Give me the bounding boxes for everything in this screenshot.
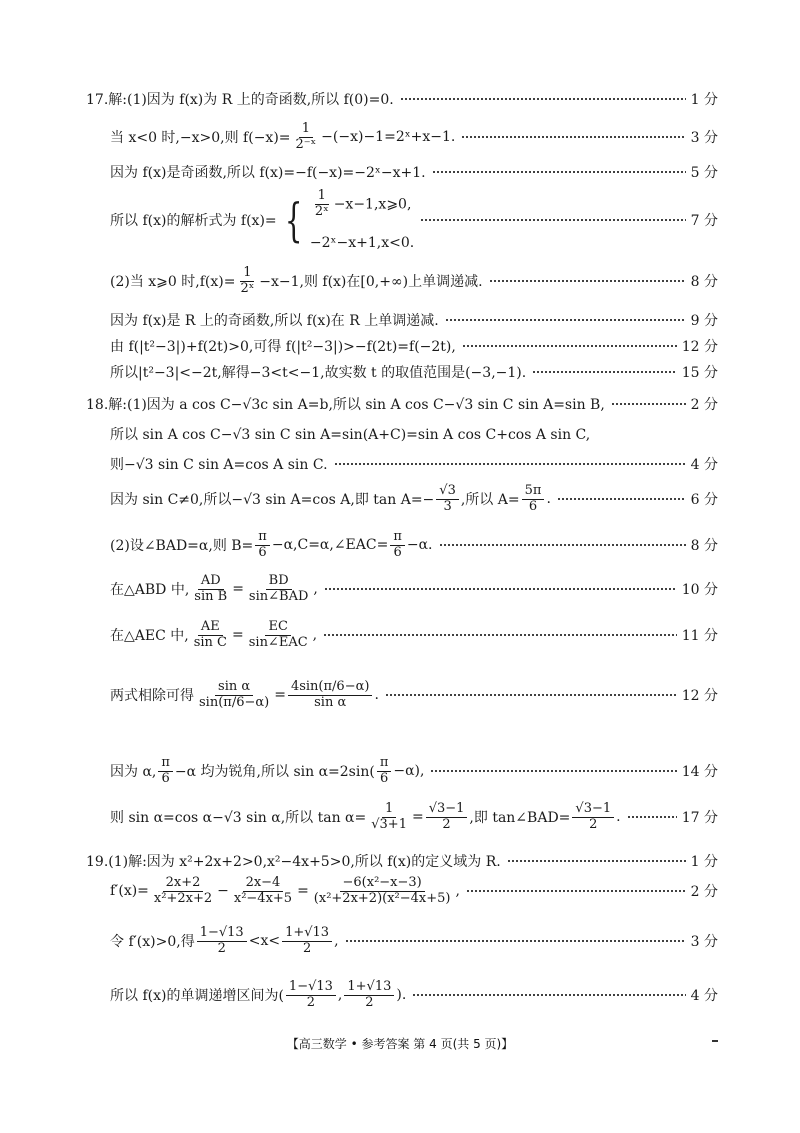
leader-dots (462, 345, 677, 347)
score-label: 12 分 (681, 688, 718, 705)
leader-dots (507, 860, 686, 862)
leader-dots (466, 890, 686, 892)
score-label: 9 分 (690, 313, 718, 329)
fraction: $\frac{BD}{\text{sin∠BAD}}$ (248, 573, 309, 604)
fraction: $\frac{\pi}{6}$ (158, 756, 173, 787)
leader-dots (412, 994, 685, 996)
fraction: $\frac{1}{\text{2⁻ˣ}}$ (295, 121, 317, 152)
leader-dots (385, 694, 677, 696)
answer-line-19-3 (110, 926, 718, 957)
leader-dots (334, 463, 686, 465)
answer-line-17-7 (110, 336, 718, 356)
fraction: $\frac{\pi}{6}$ (390, 530, 405, 561)
leader-dots (345, 940, 686, 942)
answer-line-19-2 (110, 876, 718, 907)
answer-line-17-5 (110, 266, 718, 297)
score-label: 7 分 (690, 213, 718, 229)
answer-line-17-6 (110, 310, 718, 330)
leader-dots (445, 319, 686, 321)
score-label: 3 分 (690, 934, 718, 951)
left-brace: { (284, 193, 303, 247)
answer-line-18-5 (110, 530, 718, 561)
answer-line-18-10 (110, 802, 718, 833)
answer-line-18-3 (110, 454, 718, 474)
score-label: 10 分 (681, 582, 718, 599)
line-text: 因为 α, $\frac{\pi}{6}$ −α 均为锐角,所以 sin α=2sin( $\frac{\pi}{6}$ −α), (110, 755, 425, 786)
fraction: $\frac{1-√13}{2}$ (286, 980, 336, 1011)
fraction: $\frac{\pi}{6}$ (255, 530, 270, 561)
fraction: $\frac{1+√13}{2}$ (344, 980, 394, 1011)
line-text: 则 sin α=cos α−√3 sin α,所以 tan α= $\frac{1}{√3+1}$ = $\frac{√3-1}{2}$ ,即 tan∠BAD= $\frac{√3-1}{2}$ . (110, 801, 621, 832)
line-text: 令 f′(x)>0,得 $\frac{1-√13}{2}$ <x< $\frac{1+√13}{2}$ , (110, 925, 339, 956)
line-text: 所以 f(x)的单调递增区间为( $\frac{1-√13}{2}$ , $\frac{1+√13}{2}$ ). (110, 979, 407, 1010)
answer-line-17-1 (86, 89, 718, 109)
line-text: 由 f(|t²−3|)+f(2t)>0,可得 f(|t²−3|)>−f(2t)=f(−2t), (110, 339, 456, 355)
leader-dots (420, 219, 685, 221)
score-label: 4 分 (690, 988, 718, 1005)
fraction: $\frac{EC}{\text{sin∠EAC}}$ (248, 619, 308, 650)
answer-line-17-3 (110, 162, 718, 182)
fraction: $\frac{\text{sin α}}{\sin(\pi/6-\alpha)}$ (199, 679, 270, 710)
answer-line-19-4 (110, 980, 718, 1011)
score-label: 17 分 (681, 810, 718, 827)
score-label: 6 分 (690, 492, 718, 509)
page-footer: 【高三数学 • 参考答案 第 4 页(共 5 页)】 (286, 1037, 514, 1051)
score-label: 15 分 (681, 365, 718, 381)
fraction: $\frac{√3-1}{2}$ (572, 802, 614, 833)
answer-line-17-4 (110, 188, 718, 252)
score-label: 12 分 (681, 339, 718, 355)
answer-line-18-4 (110, 484, 718, 515)
leader-dots (611, 403, 686, 405)
line-text: 在△ABD 中, $\frac{AD}{\text{sin B}}$ = $\frac{BD}{\text{sin∠BAD}}$ , (110, 573, 318, 604)
line-text: 18.解:(1)因为 a cos C−√3c sin A=b,所以 sin A cos C−√3 sin C sin A=sin B, (86, 397, 605, 413)
line-text: 17.解:(1)因为 f(x)为 R 上的奇函数,所以 f(0)=0. (86, 92, 394, 108)
leader-dots (400, 98, 686, 100)
line-text: 两式相除可得 $\frac{\text{sin α}}{\sin(\pi/6-\alpha)}$ = $\frac{4\sin(\pi/6-\alpha)}{\text{sin α}}$ . (110, 679, 379, 710)
leader-dots (489, 280, 686, 282)
fraction: $\frac{√3}{3}$ (436, 484, 459, 515)
fraction: $\frac{\pi}{6}$ (377, 756, 392, 787)
score-label: 2 分 (690, 397, 718, 413)
fraction: $\frac{1-√13}{2}$ (197, 926, 247, 957)
corner-mark (712, 1040, 718, 1042)
score-label: 5 分 (690, 165, 718, 181)
answer-line-18-8 (110, 680, 718, 711)
answer-line-18-1 (86, 394, 718, 414)
line-text: 在△AEC 中, $\frac{AE}{\text{sin C}}$ = $\frac{EC}{\text{sin∠EAC}}$ , (110, 619, 318, 650)
line-text: (2)设∠BAD=α,则 B= $\frac{\pi}{6}$ −α,C=α,∠EAC= $\frac{\pi}{6}$ −α. (110, 529, 433, 560)
line-text: 因为 f(x)是奇函数,所以 f(x)=−f(−x)=−2ˣ−x+1. (110, 165, 426, 181)
fraction: $\frac{2x+2}{\text{x²+2x+2}}$ (153, 875, 213, 906)
score-label: 2 分 (690, 884, 718, 901)
answer-line-18-6 (110, 574, 718, 605)
fraction: $\frac{1}{√3+1}$ (371, 801, 407, 832)
answer-line-18-2 (110, 424, 718, 444)
line-text: f′(x)= $\frac{2x+2}{\text{x²+2x+2}}$ − $\frac{2x-4}{\text{x²−4x+5}}$ = $\frac{\text{−6(x²−x−3)}}{\text{(x²+2x+2)(x²−4x+5)}}$ , (110, 875, 460, 906)
leader-dots (557, 498, 686, 500)
answer-line-19-1 (86, 851, 718, 871)
score-label: 3 分 (690, 130, 718, 147)
line-text: 所以|t²−3|<−2t,解得−3<t<−1,故实数 t 的取值范围是(−3,−1). (110, 365, 527, 381)
fraction: $\frac{4\sin(\pi/6-\alpha)}{\text{sin α}}$ (288, 680, 372, 711)
line-text: 因为 f(x)是 R 上的奇函数,所以 f(x)在 R 上单调递减. (110, 313, 439, 329)
answer-line-18-9 (110, 756, 718, 787)
line-text: 当 x<0 时,−x>0,则 f(−x)= $\frac{1}{\text{2⁻ˣ}}$ −(−x)−1=2ˣ+x−1. (110, 121, 456, 152)
fraction: $\frac{\text{−6(x²−x−3)}}{\text{(x²+2x+2)(x²−4x+5)}}$ (313, 875, 451, 906)
line-text: (2)当 x⩾0 时,f(x)= $\frac{1}{\text{2ˣ}}$ −x−1,则 f(x)在[0,+∞)上单调递减. (110, 265, 483, 296)
answer-line-17-2 (110, 122, 718, 153)
fraction: $\frac{5\pi}{6}$ (522, 484, 545, 515)
leader-dots (439, 544, 686, 546)
fraction: $\frac{1}{\text{2ˣ}}$ (240, 265, 255, 296)
score-label: 4 分 (690, 457, 718, 473)
fraction: $\frac{2x-4}{\text{x²−4x+5}}$ (233, 875, 293, 906)
fraction: $\frac{AE}{\text{sin C}}$ (193, 619, 227, 650)
answer-line-18-7 (110, 620, 718, 651)
leader-dots (430, 770, 676, 772)
line-text: 则−√3 sin C sin A=cos A sin C. (110, 457, 328, 473)
answer-line-17-8 (110, 362, 718, 382)
score-label: 1 分 (690, 854, 718, 870)
line-text: 所以 sin A cos C−√3 sin C sin A=sin(A+C)=sin A cos C+cos A sin C, (110, 427, 591, 443)
fraction: $\frac{1+√13}{2}$ (282, 926, 332, 957)
leader-dots (461, 136, 685, 138)
leader-dots (323, 634, 677, 636)
piecewise-cases: $\frac{1}{\text{2ˣ}}$ −x−1,x⩾0, −2ˣ−x+1,x<0. (309, 188, 415, 251)
score-label: 1 分 (690, 92, 718, 108)
score-label: 8 分 (690, 274, 718, 291)
leader-dots (532, 371, 677, 373)
fraction: $\frac{√3-1}{2}$ (426, 802, 468, 833)
line-text: 所以 f(x)的解析式为 f(x)= { $\frac{1}{\text{2ˣ}}$ −x−1,x⩾0, −2ˣ−x+1,x<0. (110, 188, 415, 251)
score-label: 11 分 (681, 628, 718, 645)
leader-dots (627, 816, 677, 818)
score-label: 8 分 (690, 538, 718, 555)
leader-dots (324, 588, 677, 590)
line-text: 因为 sin C≠0,所以−√3 sin A=cos A,即 tan A=− $\frac{√3}{3}$ ,所以 A= $\frac{5\pi}{6}$ . (110, 483, 551, 514)
leader-dots (432, 171, 686, 173)
fraction: $\frac{AD}{\text{sin B}}$ (194, 573, 228, 604)
score-label: 14 分 (681, 764, 718, 781)
line-text: 19.(1)解:因为 x²+2x+2>0,x²−4x+5>0,所以 f(x)的定义域为 R. (86, 854, 501, 870)
